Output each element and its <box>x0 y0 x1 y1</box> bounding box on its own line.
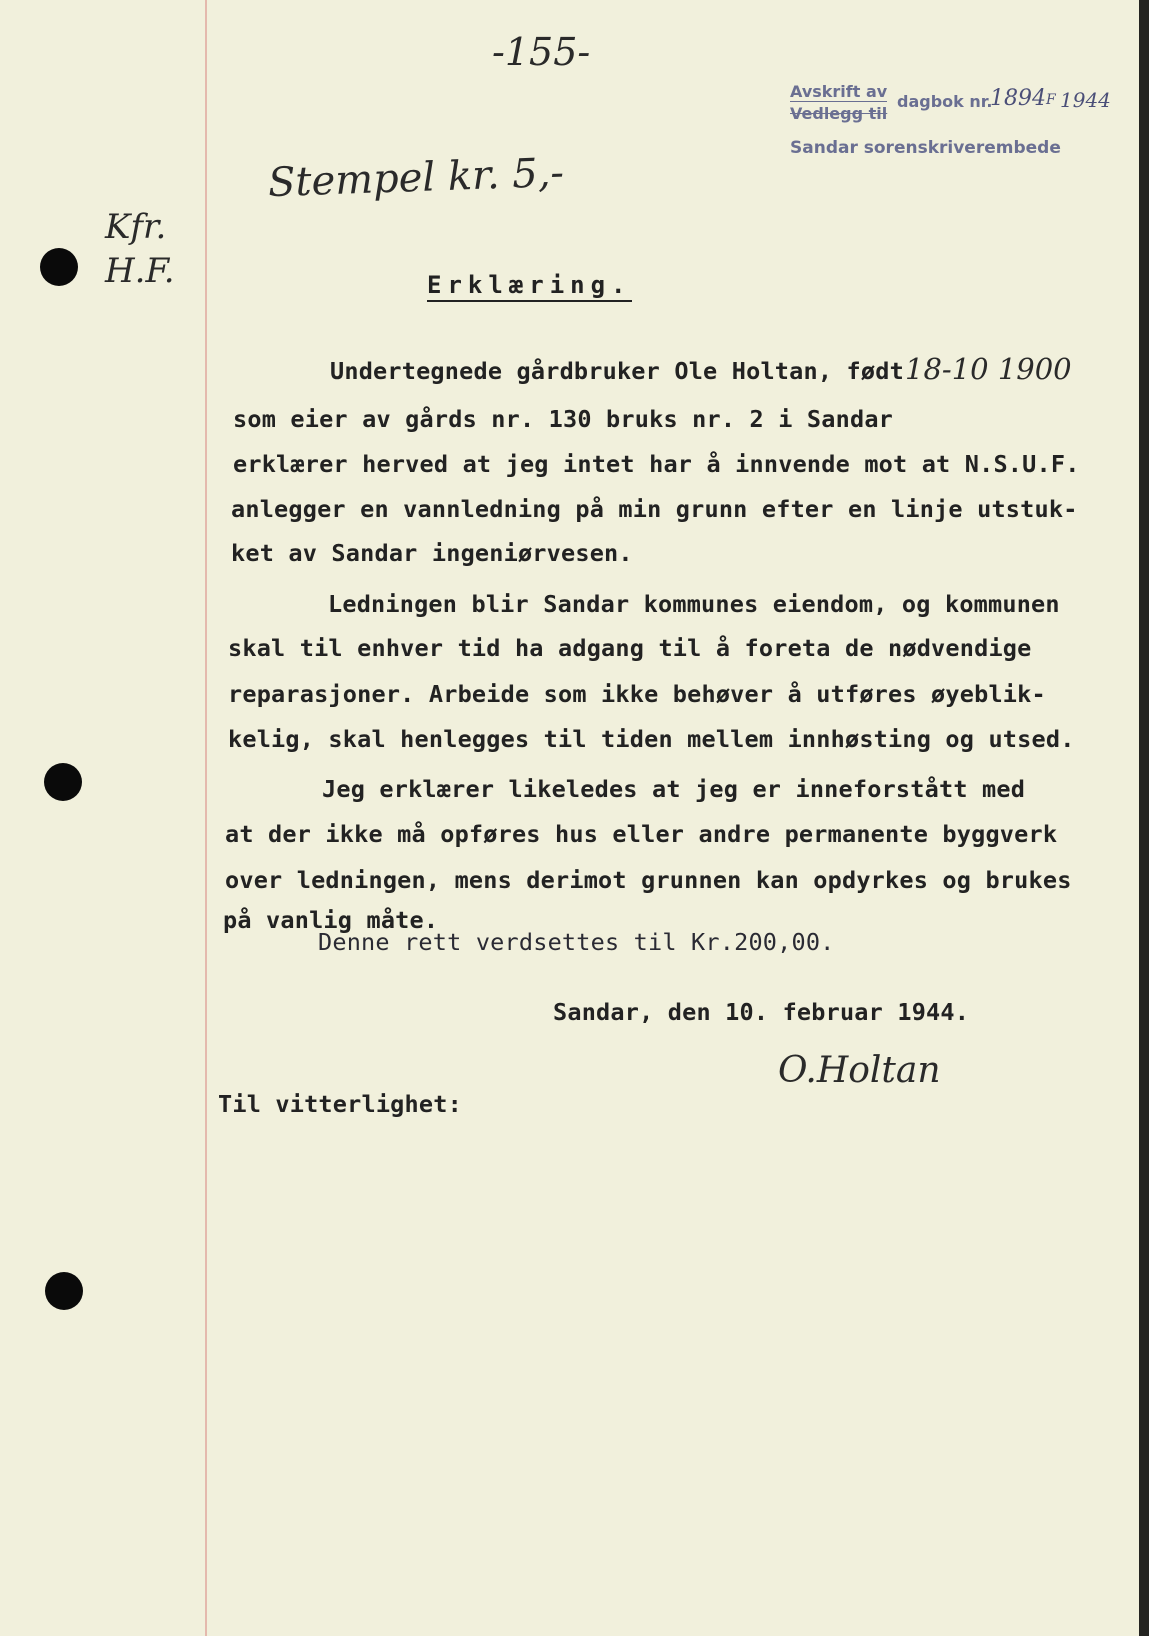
body-line: skal til enhver tid ha adgang til å foreta de nødvendige <box>228 634 1032 662</box>
body-line: erklærer herved at jeg intet har å innvende mot at N.S.U.F. <box>233 450 1080 478</box>
margin-annotation: Kfr. H.F. <box>105 207 175 291</box>
body-line: at der ikke må opføres hus eller andre permanente byggverk <box>225 820 1058 848</box>
body-line: anlegger en vannledning på min grunn efter en linje utstuk- <box>231 495 1078 523</box>
body-line: kelig, skal henlegges til tiden mellem innhøsting og utsed. <box>228 725 1075 753</box>
body-line: Denne rett verdsettes til Kr.200,00. <box>318 928 835 956</box>
witness-label: Til vitterlighet: <box>218 1090 462 1118</box>
body-line: på vanlig måte. <box>223 906 439 934</box>
page-number: -155- <box>492 30 591 74</box>
body-line: Undertegnede gårdbruker Ole Holtan, født <box>330 357 904 385</box>
punch-hole <box>45 1272 83 1310</box>
stamp-dagbok-suffix: F <box>1046 92 1056 108</box>
place-date: Sandar, den 10. februar 1944. <box>553 998 970 1026</box>
body-line: over ledningen, mens derimot grunnen kan opdyrkes og brukes <box>225 866 1072 894</box>
stamp-year: 1944 <box>1060 88 1111 112</box>
punch-hole <box>44 763 82 801</box>
stamp-avskrift: Avskrift av <box>790 82 888 101</box>
document-title: Erklæring. <box>427 271 632 302</box>
body-line: som eier av gårds nr. 130 bruks nr. 2 i Sandar <box>233 405 894 433</box>
punch-hole <box>40 248 78 286</box>
stamp-office: Sandar sorenskriverembede <box>790 138 1061 158</box>
handwritten-stamp-duty: Stempel kr. 5,- <box>267 149 565 207</box>
stamp-dagbok: dagbok nr. <box>897 92 993 111</box>
body-line: Ledningen blir Sandar kommunes eiendom, og kommunen <box>328 590 1060 618</box>
stamp-dagbok-number: 1894 <box>990 86 1046 111</box>
margin-line <box>205 0 207 1636</box>
signature: O.Holtan <box>778 1050 941 1091</box>
handwritten-birthdate: 18-10 1900 <box>905 352 1072 386</box>
body-line: reparasjoner. Arbeide som ikke behøver å utføres øyeblik- <box>228 680 1046 708</box>
stamp-vedlegg: Vedlegg til <box>790 104 888 123</box>
body-line: Jeg erklærer likeledes at jeg er inneforstått med <box>322 775 1026 803</box>
body-line: ket av Sandar ingeniørvesen. <box>231 539 633 567</box>
